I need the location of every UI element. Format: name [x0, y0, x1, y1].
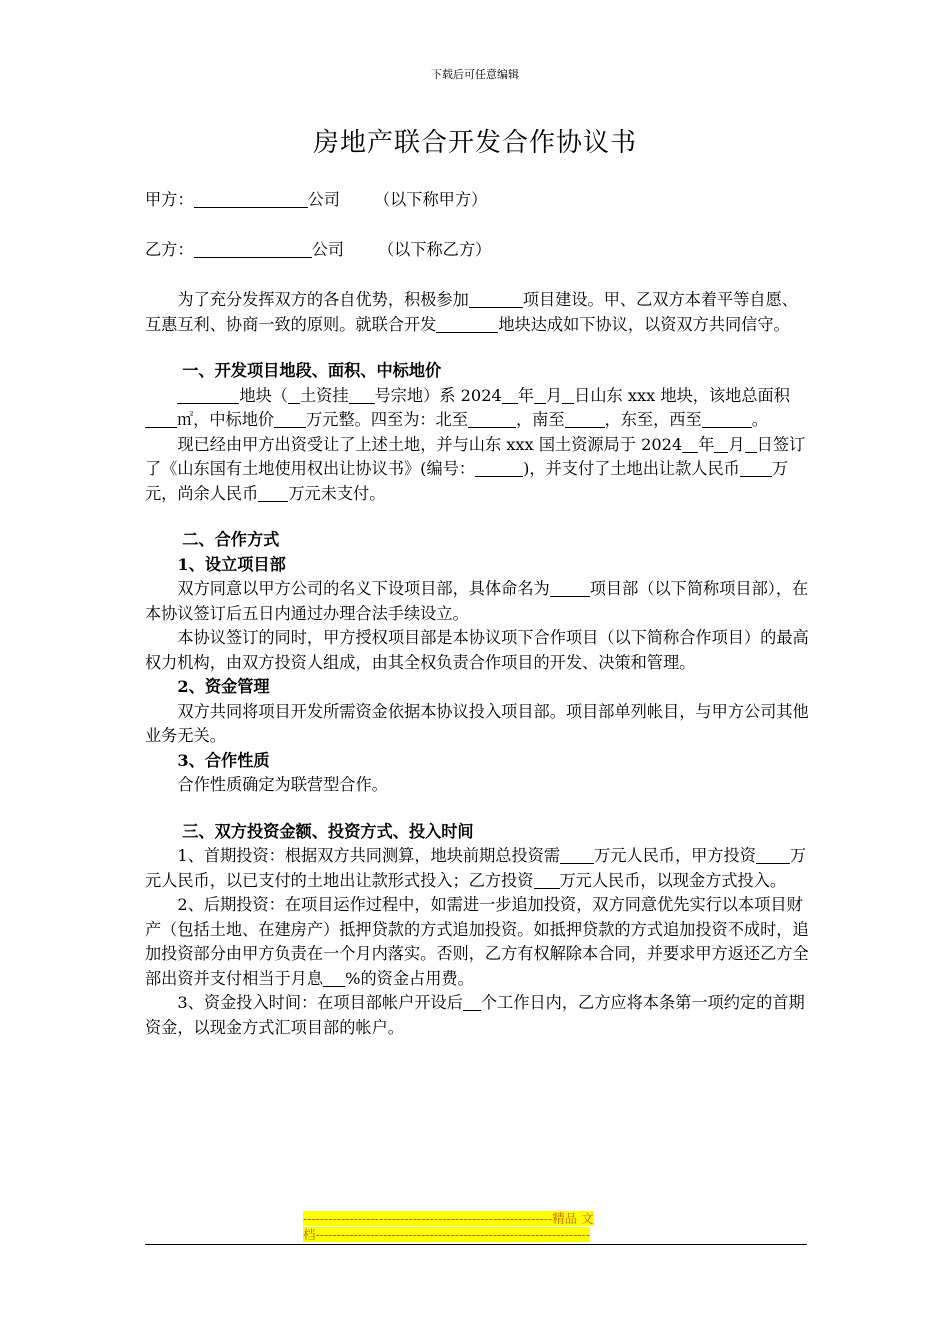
party-a-label: 甲方： [145, 190, 194, 209]
party-b-line [145, 238, 810, 262]
header-note: 下载后可任意编辑 [431, 68, 519, 81]
page-footer [145, 1208, 807, 1245]
section-2-heading: 二、合作方式 [182, 530, 280, 549]
party-a-blank [194, 189, 308, 208]
footer-line-1: -----------------------------------------------------------精品 文 [303, 1211, 594, 1226]
party-a-note: （以下称甲方） [373, 190, 488, 209]
section-2-2-paragraph: 双方共同将项目开发所需资金依据本协议投入项目部。项目部单列帐目，与甲方公司其他业务无关。 [145, 701, 809, 745]
section-2-3-heading: 3、合作性质 [177, 750, 270, 770]
section-2-2-heading: 2、资金管理 [177, 677, 270, 696]
section-2-1-heading: 1、设立项目部 [177, 554, 286, 574]
party-a-line [145, 188, 810, 212]
footer-line-2: 档----------------------------------------------------------------- [303, 1227, 591, 1242]
section-3-heading: 三、双方投资金额、投资方式、投入时间 [182, 821, 474, 841]
document-body [145, 188, 810, 1040]
section-2-3-paragraph: 合作性质确定为联营型合作。 [177, 775, 388, 794]
section-1-paragraph-1: 地块（ 土资挂 号宗地）系 2024 年 月 日山东 xxx 地块，该地总面积㎡，中标地价 万元整。四至为：北至 ，南至 ，东至，西至 。 [145, 384, 810, 433]
party-b-blank [194, 239, 312, 258]
section-2-1-paragraph-1: 双方同意以甲方公司的名义下设项目部，具体命名为 项目部（以下简称项目部），在本协议签订后五日内通过办理合法手续设立。 [145, 579, 809, 623]
party-b-suffix: 公司 [311, 240, 344, 259]
document-title: 房地产联合开发合作协议书 [312, 128, 637, 158]
intro-paragraph: 为了充分发挥双方的各自优势，积极参加 项目建设。甲、乙双方本着平等自愿、互惠互利、协商一致的原则。就联合开发 地块达成如下协议，以资双方共同信守。 [145, 290, 798, 334]
section-1-paragraph-2: 现已经由甲方出资受让了上述土地，并与山东 xxx 国土资源局于 2024 年 月 日签订了《山东国有土地使用权出让协议书》(编号： )，并支付了土地出让款人民币 万元，尚余人民币 万元未支付。 [145, 434, 806, 503]
project-blank [469, 289, 523, 308]
party-b-label: 乙方： [145, 240, 194, 259]
party-b-note: （以下称乙方） [377, 240, 492, 259]
section-1-heading: 一、开发项目地段、面积、中标地价 [182, 361, 442, 380]
section-3-paragraph-3: 3、资金投入时间：在项目部帐户开设后 个工作日内，乙方应将本条第一项约定的首期资金，以现金方式汇项目部的帐户。 [145, 993, 805, 1037]
section-2-1-paragraph-2: 本协议签订的同时，甲方授权项目部是本协议项下合作项目（以下简称合作项目）的最高权力机构，由双方投资人组成，由其全权负责合作项目的开发、决策和管理。 [145, 628, 809, 672]
section-3-paragraph-2: 2、后期投资：在项目运作过程中，如需进一步追加投资，双方同意优先实行以本项目财产（包括土地、在建房产）抵押贷款的方式追加投资。如抵押贷款的方式追加投资不成时，追加投资部分由甲方负责在一个月内落实。否则，乙方有权解除本合同，并要求甲方返还乙方全部出资并支付相当于月息 %的资金占用费。 [145, 895, 809, 988]
plot-blank [436, 314, 498, 333]
party-a-suffix: 公司 [307, 190, 340, 209]
footer-watermark-text [303, 1211, 648, 1243]
section-3-paragraph-1: 1、首期投资：根据双方共同测算，地块前期总投资需 万元人民币，甲方投资 万元人民币，以已支付的土地出让款形式投入；乙方投资 万元人民币，以现金方式投入。 [145, 846, 807, 890]
